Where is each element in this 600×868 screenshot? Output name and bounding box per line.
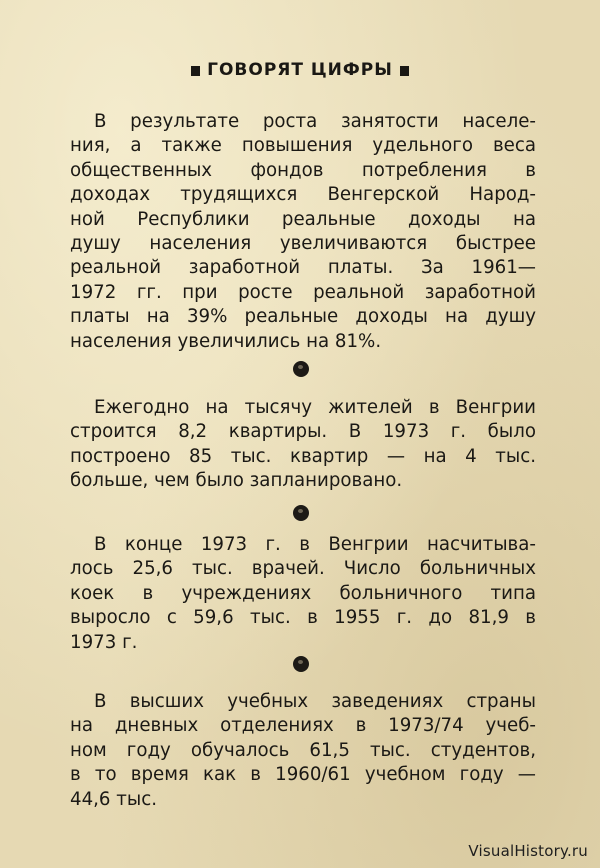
round-bullet-icon: [293, 505, 309, 521]
text-line: общественных фондов потребления в: [70, 159, 536, 181]
text-line: в то время как в 1960/61 учебном году —: [70, 764, 536, 786]
text-line: платы на 39% реальные доходы на душу: [70, 306, 536, 328]
text-line: выросло с 59,6 тыс. в 1955 г. до 81,9 в: [70, 607, 536, 629]
text-line: коек в учреждениях больничного типа: [70, 582, 536, 604]
text-line: лось 25,6 тыс. врачей. Число больничных: [70, 558, 536, 580]
text-line: на дневных отделениях в 1973/74 учеб-: [70, 715, 536, 737]
paragraph-housing: [70, 396, 536, 494]
section-heading: [0, 60, 600, 80]
paragraph-education: [70, 690, 536, 812]
text-line: Ежегодно на тысячу жителей в Венгрии: [94, 397, 536, 418]
text-line: 1973 г.: [70, 631, 138, 653]
site-watermark: VisualHistory.ru: [468, 842, 588, 860]
text-line: 1972 гг. при росте реальной заработной: [70, 281, 536, 303]
text-line: ной Республики реальные доходы на: [70, 208, 536, 230]
round-bullet-icon: [293, 656, 309, 672]
text-line: В результате роста занятости населе-: [94, 111, 536, 132]
text-line: доходах трудящихся Венгерской Народ-: [70, 184, 536, 206]
round-bullet-icon: [293, 361, 309, 377]
text-line: больше, чем было запланировано.: [70, 470, 403, 492]
heading-text: ГОВОРЯТ ЦИФРЫ: [207, 60, 393, 80]
square-bullet-icon: [191, 66, 200, 76]
text-line: населения увеличились на 81%.: [70, 330, 382, 352]
text-line: ния, а также повышения удельного веса: [70, 135, 536, 157]
text-line: душу населения увеличиваются быстрее: [70, 232, 536, 254]
square-bullet-icon: [400, 66, 409, 76]
text-line: 44,6 тыс.: [70, 788, 158, 810]
text-line: реальной заработной платы. За 1961—: [70, 257, 536, 279]
text-line: построено 85 тыс. квартир — на 4 тыс.: [70, 445, 536, 467]
paragraph-income: [70, 110, 536, 354]
text-line: строится 8,2 квартиры. В 1973 г. было: [70, 421, 536, 443]
paragraph-healthcare: [70, 533, 536, 655]
text-line: В высших учебных заведениях страны: [94, 691, 536, 712]
text-line: ном году обучалось 61,5 тыс. студентов,: [70, 739, 536, 761]
text-line: В конце 1973 г. в Венгрии насчитыва-: [94, 534, 536, 555]
